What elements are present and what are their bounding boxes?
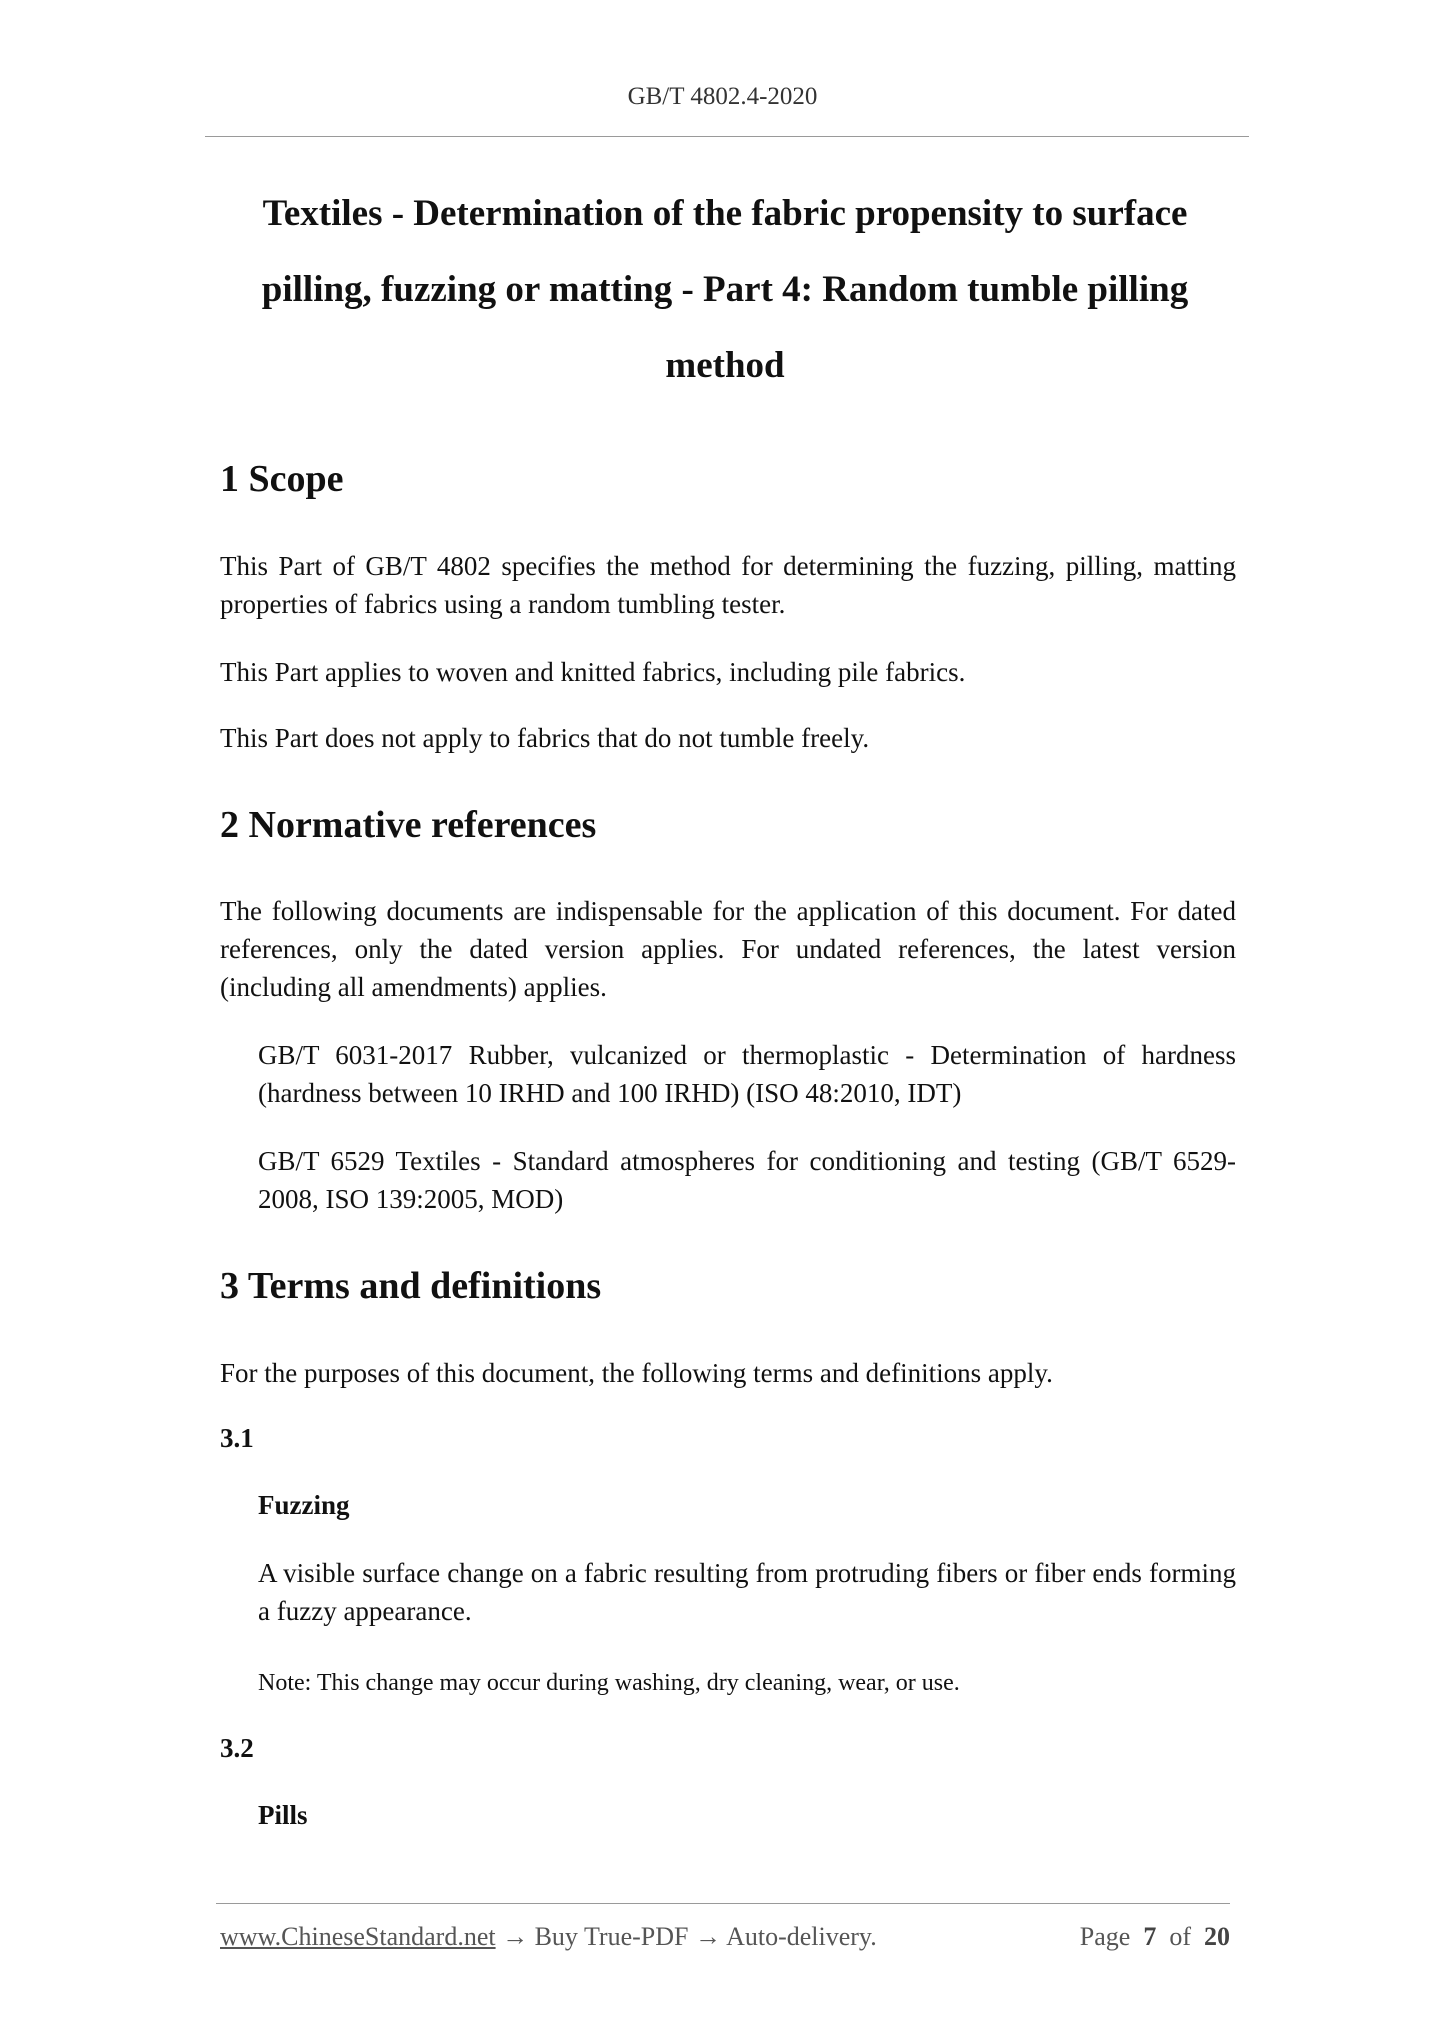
heading-normative-references: 2 Normative references [220, 804, 597, 846]
scope-paragraph-2: This Part applies to woven and knitted fabrics, including pile fabrics. [220, 657, 966, 687]
terms-intro: For the purposes of this document, the following terms and definitions apply. [220, 1358, 1053, 1388]
header-divider [205, 136, 1249, 137]
document-title: Textiles - Determination of the fabric propensity to surface pilling, fuzzing or matting - Part 4: Random tumble pilling method [261, 193, 1189, 386]
header-doc-id: GB/T 4802.4-2020 [627, 83, 818, 110]
website-link[interactable]: www.ChineseStandard.net [220, 1922, 496, 1951]
term-name: Pills [258, 1800, 308, 1830]
auto-delivery-text: Auto-delivery. [726, 1922, 877, 1951]
reference-item: GB/T 6031-2017 Rubber, vulcanized or thermoplastic - Determination of hardness (hardness between 10 IRHD and 100 IRHD) (ISO 48:2010, IDT) [258, 1040, 1236, 1108]
scope-paragraph-1: This Part of GB/T 4802 specifies the method for determining the fuzzing, pilling, matting properties of fabrics using a random tumbling tester. [220, 551, 1236, 619]
reference-item: GB/T 6529 Textiles - Standard atmospheres for conditioning and testing (GB/T 6529-2008, ISO 139:2005, MOD) [258, 1146, 1236, 1214]
arrow-right-icon: → [502, 1922, 529, 1951]
page-indicator [1080, 1922, 1230, 1952]
term-number: 3.2 [220, 1733, 254, 1763]
term-number: 3.1 [220, 1423, 254, 1453]
heading-scope: 1 Scope [220, 458, 344, 500]
term-name: Fuzzing [258, 1490, 350, 1520]
arrow-right-icon: → [695, 1922, 721, 1951]
footer-divider [216, 1903, 1230, 1904]
term-definition: A visible surface change on a fabric resulting from protruding fibers or fiber ends forming a fuzzy appearance. [258, 1558, 1236, 1626]
page-of: of [1169, 1922, 1191, 1951]
scope-paragraph-3: This Part does not apply to fabrics that do not tumble freely. [220, 723, 870, 753]
page-current: 7 [1143, 1922, 1157, 1951]
footer [220, 1922, 1230, 1952]
term-note: Note: This change may occur during washing, dry cleaning, wear, or use. [258, 1670, 960, 1696]
page-total: 20 [1204, 1922, 1230, 1951]
buy-pdf-text: Buy True-PDF [534, 1922, 689, 1951]
heading-terms-definitions: 3 Terms and definitions [220, 1265, 602, 1307]
normative-intro: The following documents are indispensable for the application of this document. For dated references, only the dated version applies. For undated references, the latest version (including all amendments) applies. [220, 896, 1236, 1002]
page-label: Page [1079, 1922, 1131, 1951]
